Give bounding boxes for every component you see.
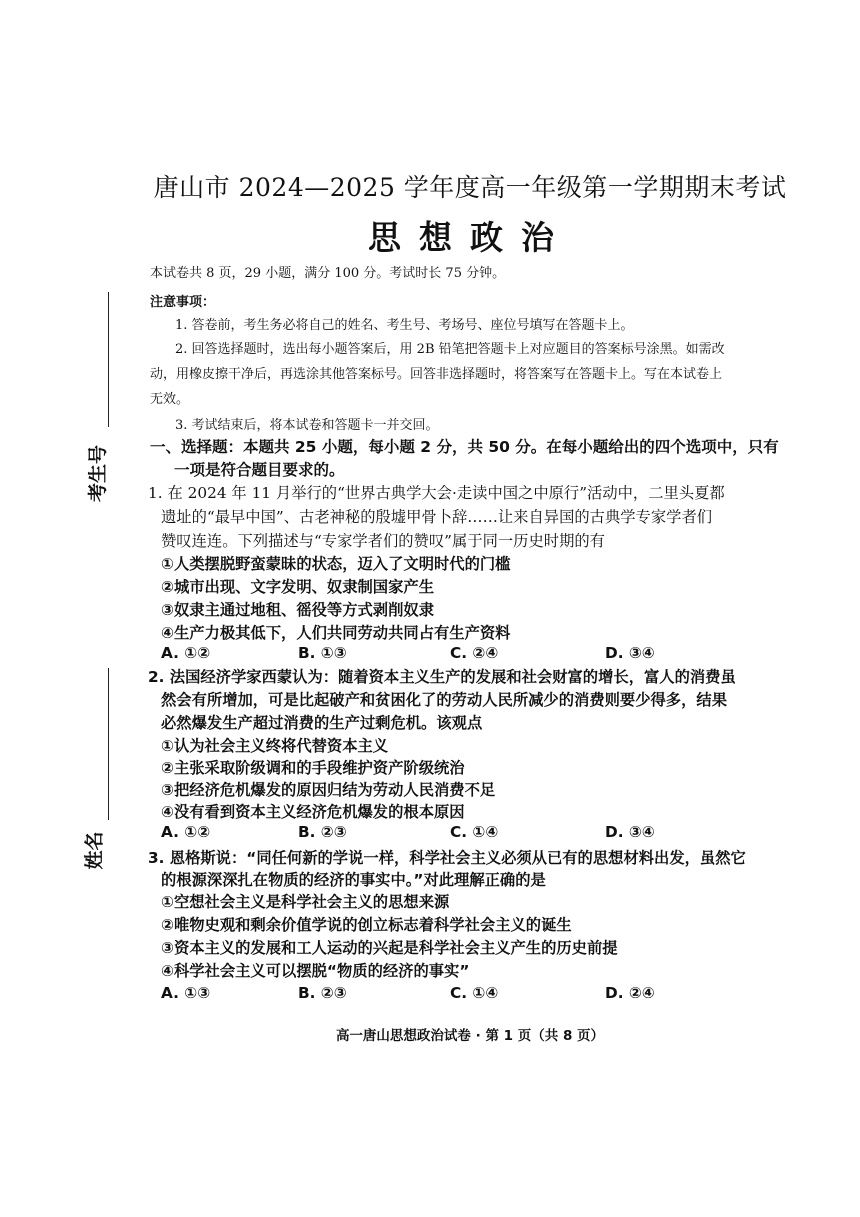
question-2-option-b: B. ②③	[298, 823, 347, 841]
question-2-item: ①认为社会主义终将代替资本主义	[161, 737, 389, 755]
question-2-item: ②主张采取阶级调和的手段维护资产阶级统治	[161, 759, 465, 777]
question-3-item: ②唯物史观和剩余价值学说的创立标志着科学社会主义的诞生	[161, 916, 572, 934]
question-1-option-c: C. ②④	[450, 644, 499, 662]
question-1-item: ④生产力极其低下，人们共同劳动共同占有生产资料	[161, 624, 511, 642]
question-1-option-b: B. ①③	[298, 644, 347, 662]
page-footer: 高一唐山思想政治试卷 · 第 1 页（共 8 页）	[335, 1028, 605, 1044]
section-header-line: 一项是符合题目要求的。	[174, 461, 345, 479]
notice-item: 无效。	[150, 392, 190, 407]
question-3-item: ①空想社会主义是科学社会主义的思想来源	[161, 893, 450, 911]
name-label: 姓名	[83, 831, 106, 870]
question-1-stem: 遗址的“最早中国”、古老神秘的殷墟甲骨卜辞……让来自异国的古典学专家学者们	[161, 508, 713, 526]
question-3-option-b: B. ②③	[298, 984, 347, 1002]
question-1-item: ②城市出现、文字发明、奴隶制国家产生	[161, 578, 434, 596]
question-1-option-a: A. ①②	[161, 644, 211, 662]
subject-title: 思想政治	[368, 218, 572, 257]
question-1-stem: 赞叹连连。下列描述与“专家学者们的赞叹”属于同一历史时期的有	[161, 532, 605, 550]
question-3-option-c: C. ①④	[450, 984, 499, 1002]
question-3-stem: 的根源深深扎在物质的经济的事实中。”对此理解正确的是	[161, 871, 546, 889]
question-2-stem: 2. 法国经济学家西蒙认为：随着资本主义生产的发展和社会财富的增长，富人的消费虽	[148, 668, 736, 686]
section-header-line: 一、选择题：本题共 25 小题，每小题 2 分，共 50 分。在每小题给出的四个选项中，只有	[150, 438, 779, 456]
question-3-option-a: A. ①③	[161, 984, 211, 1002]
notice-item: 动，用橡皮擦干净后，再选涂其他答案标号。回答非选择题时，将答案写在答题卡上。写在本试卷上	[150, 367, 723, 382]
question-2-option-d: D. ③④	[605, 823, 655, 841]
notice-item: 2. 回答选择题时，选出每小题答案后，用 2B 铅笔把答题卡上对应题目的答案标号涂黑。如需改	[175, 342, 725, 357]
notice-item: 3. 考试结束后，将本试卷和答题卡一并交回。	[175, 418, 439, 433]
exam-info: 本试卷共 8 页，29 小题，满分 100 分。考试时长 75 分钟。	[150, 266, 506, 281]
exam-number-underline	[108, 292, 109, 427]
question-3-option-d: D. ②④	[605, 984, 655, 1002]
question-3-item: ④科学社会主义可以摆脱“物质的经济的事实”	[161, 962, 470, 980]
question-1-stem: 1. 在 2024 年 11 月举行的“世界古典学大会·走读中国之中原行”活动中，二里头夏都	[148, 484, 725, 502]
question-2-item: ③把经济危机爆发的原因归结为劳动人民消费不足	[161, 781, 496, 799]
question-2-item: ④没有看到资本主义经济危机爆发的根本原因	[161, 803, 465, 821]
question-1-item: ①人类摆脱野蛮蒙昧的状态，迈入了文明时代的门槛	[161, 555, 511, 573]
notice-title: 注意事项：	[150, 295, 216, 310]
name-underline	[108, 668, 109, 820]
exam-number-label: 考生号	[87, 444, 110, 503]
notice-item: 1. 答卷前，考生务必将自己的姓名、考生号、考场号、座位号填写在答题卡上。	[175, 318, 634, 333]
question-2-stem: 必然爆发生产超过消费的生产过剩危机。该观点	[161, 714, 483, 732]
exam-title: 唐山市 2024—2025 学年度高一年级第一学期期末考试	[153, 173, 787, 202]
question-3-stem: 3. 恩格斯说：“同任何新的学说一样，科学社会主义必须从已有的思想材料出发，虽然它	[148, 849, 746, 867]
question-2-option-c: C. ①④	[450, 823, 499, 841]
question-1-item: ③奴隶主通过地租、徭役等方式剥削奴隶	[161, 601, 434, 619]
question-2-option-a: A. ①②	[161, 823, 211, 841]
question-3-item: ③资本主义的发展和工人运动的兴起是科学社会主义产生的历史前提	[161, 939, 618, 957]
question-2-stem: 然会有所增加，可是比起破产和贫困化了的劳动人民所减少的消费则要少得多，结果	[161, 691, 727, 709]
section-header	[150, 436, 780, 482]
question-1-option-d: D. ③④	[605, 644, 655, 662]
